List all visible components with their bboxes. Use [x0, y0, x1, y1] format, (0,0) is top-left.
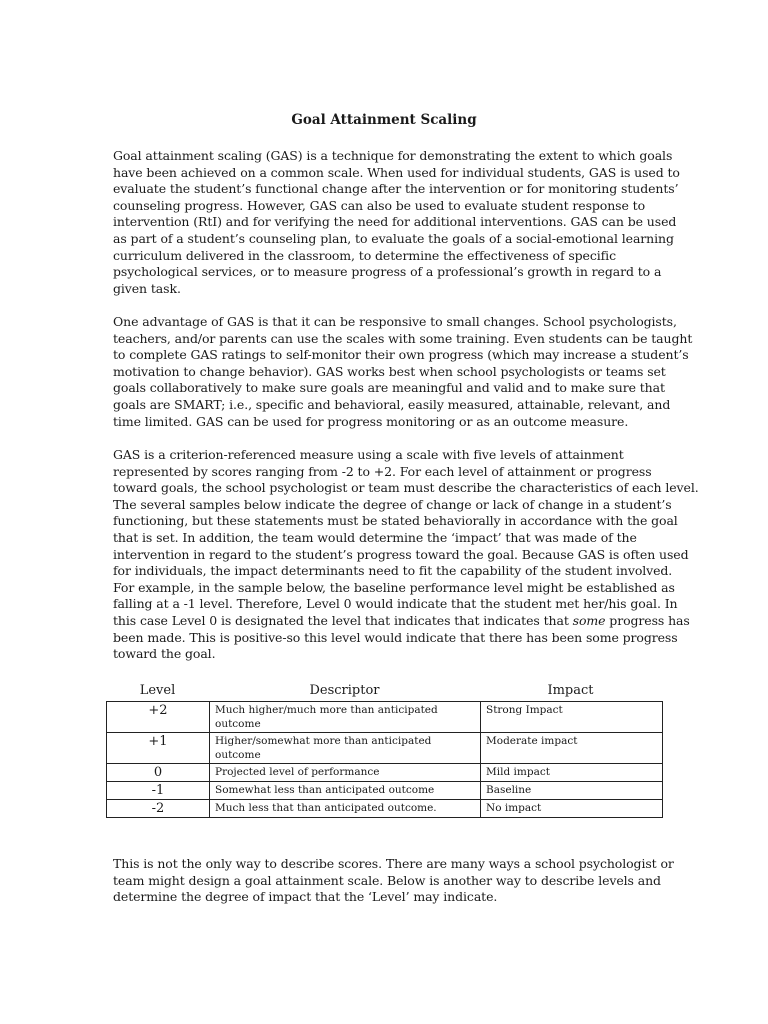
text-line: given task. — [113, 280, 181, 296]
table-row — [107, 782, 663, 800]
text-line: psychological services, or to measure progress of a professional’s growth in regard to a — [113, 264, 662, 280]
text-line: toward goals, the school psychologist or team must describe the characteristics of each level. — [113, 480, 699, 496]
text-line: The several samples below indicate the degree of change or lack of change in a student’s — [113, 496, 672, 512]
text-line: goals collaboratively to make sure goals are meaningful and valid and to make sure that — [113, 380, 665, 396]
text-line-with-emphasis — [113, 612, 690, 630]
table-header-impact: Impact — [547, 683, 594, 698]
level-cell: -2 — [107, 800, 210, 818]
text-line: curriculum delivered in the classroom, to determine the effectiveness of specific — [113, 247, 616, 263]
level-cell: -1 — [107, 782, 210, 800]
impact-cell: Mild impact — [481, 764, 663, 782]
text-line: evaluate the student’s functional change after the intervention or for monitoring students’ — [113, 181, 679, 197]
text-segment: this case Level 0 is designated the level that indicates that indicates that — [113, 612, 573, 628]
text-line: One advantage of GAS is that it can be responsive to small changes. School psychologists, — [113, 314, 677, 329]
table-row — [107, 764, 663, 782]
table-header-level: Level — [139, 683, 176, 698]
table-row — [107, 800, 663, 818]
impact-cell: Baseline — [481, 782, 663, 800]
paragraph-intro — [113, 148, 680, 297]
paragraph-advantage — [113, 314, 693, 430]
descriptor-cell: Higher/somewhat more than anticipated outcome — [210, 733, 481, 764]
level-cell: 0 — [107, 764, 210, 782]
text-line: as part of a student’s counseling plan, to evaluate the goals of a social-emotional learning — [113, 230, 674, 246]
level-cell: +1 — [107, 733, 210, 764]
text-segment: progress has — [605, 612, 690, 628]
table-row — [107, 733, 663, 764]
text-line: intervention in regard to the student’s progress toward the goal. Because GAS is often used — [113, 546, 689, 562]
table-row — [107, 702, 663, 733]
text-line: for individuals, the impact determinants need to fit the capability of the student involved. — [113, 563, 673, 579]
paragraph-criterion — [113, 447, 699, 663]
text-line: motivation to change behavior). GAS works best when school psychologists or teams set — [113, 363, 666, 379]
descriptor-cell: Much higher/much more than anticipated outcome — [210, 702, 481, 733]
gas-levels-table — [106, 701, 663, 818]
text-line: intervention (RtI) and for verifying the need for additional interventions. GAS can be used — [113, 214, 677, 230]
text-line: teachers, and/or parents can use the scales with some training. Even students can be taught — [113, 330, 693, 346]
text-line: This is not the only way to describe scores. There are many ways a school psychologist or — [113, 856, 674, 871]
text-line: to complete GAS ratings to self-monitor their own progress (which may increase a student’s — [113, 347, 689, 363]
text-line: toward the goal. — [113, 646, 216, 662]
paragraph-closing — [113, 856, 673, 906]
impact-cell: No impact — [481, 800, 663, 818]
text-line: goals are SMART; i.e., specific and behavioral, easily measured, attainable, relevant, and — [113, 396, 671, 412]
level-cell: +2 — [107, 702, 210, 733]
text-line: determine the degree of impact that the ‘Level’ may indicate. — [113, 889, 498, 905]
descriptor-cell: Projected level of performance — [210, 764, 481, 782]
text-line: have been achieved on a common scale. When used for individual students, GAS is used to — [113, 164, 680, 180]
text-line: that is set. In addition, the team would determine the ‘impact’ that was made of the — [113, 529, 637, 545]
text-line: team might design a goal attainment scale. Below is another way to describe levels and — [113, 872, 661, 888]
text-line: time limited. GAS can be used for progress monitoring or as an outcome measure. — [113, 413, 629, 429]
text-line: counseling progress. However, GAS can also be used to evaluate student response to — [113, 197, 646, 213]
text-line: Goal attainment scaling (GAS) is a technique for demonstrating the extent to which goals — [113, 148, 673, 163]
document-title: Goal Attainment Scaling — [291, 112, 477, 128]
text-line: GAS is a criterion-referenced measure using a scale with five levels of attainment — [113, 447, 624, 462]
text-line: been made. This is positive-so this level would indicate that there has been some progress — [113, 629, 678, 645]
text-line: falling at a -1 level. Therefore, Level 0 would indicate that the student met her/his goal. In — [113, 596, 678, 612]
text-line: represented by scores ranging from -2 to +2. For each level of attainment or progress — [113, 463, 652, 479]
text-line: functioning, but these statements must be stated behaviorally in accordance with the goal — [113, 513, 678, 529]
impact-cell: Moderate impact — [481, 733, 663, 764]
descriptor-cell: Somewhat less than anticipated outcome — [210, 782, 481, 800]
emphasized-word: some — [572, 612, 606, 628]
text-line: For example, in the sample below, the baseline performance level might be established as — [113, 579, 675, 595]
impact-cell: Strong Impact — [481, 702, 663, 733]
descriptor-cell: Much less that than anticipated outcome. — [210, 800, 481, 818]
table-header-descriptor: Descriptor — [309, 683, 380, 698]
